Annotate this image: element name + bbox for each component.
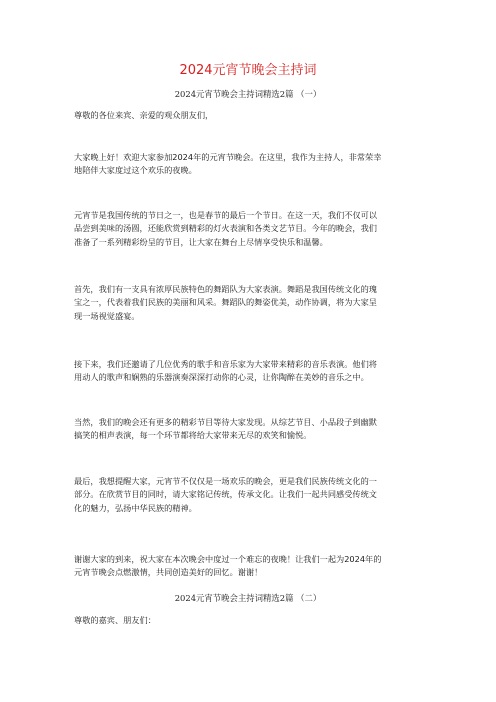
paragraph-music: [74, 358, 424, 385]
paragraph-line: 尊敬的各位来宾、亲爱的观众朋友们，: [74, 110, 214, 120]
paragraph-line: 部分。在欣赏节目的同时，请大家铭记传统，传承文化。让我们一起共同感受传统文: [74, 489, 377, 500]
paragraph-line: 搞笑的相声表演，每一个环节都将给大家带来无尽的欢笑和愉悦。: [74, 430, 312, 441]
paragraph-line: 地陪伴大家度过这个欢乐的夜晚。: [74, 165, 197, 176]
section-heading-2: 2024元宵节晚会主持词精选2篇 （二）: [174, 593, 322, 603]
paragraph-line: 接下来，我们还邀请了几位优秀的歌手和音乐家为大家带来精彩的音乐表演。他们将: [74, 359, 377, 369]
paragraph-line: 品尝到美味的汤圆，还能欣赏到精彩的灯火表演和各类文艺节目。今年的晚会，我们: [74, 223, 377, 234]
paragraph-line: 元宵节是我国传统的节日之一，也是春节的最后一个节日。在这一天，我们不仅可以: [74, 210, 377, 220]
paragraph-line: 宝之一，代表着我们民族的美丽和风采。舞蹈队的舞姿优美，动作协调，将为大家呈: [74, 297, 377, 308]
paragraph-greeting-2: [74, 614, 424, 627]
paragraph-line: 元宵节晚会点燃激情，共同创造美好的回忆。谢谢！: [74, 567, 263, 578]
paragraph-line: 准备了一系列精彩纷呈的节目，让大家在舞台上尽情享受快乐和温馨。: [74, 236, 328, 247]
paragraph-greeting: [74, 109, 424, 122]
paragraph-line: 现一场视觉盛宴。: [74, 310, 140, 321]
paragraph-closing: [74, 553, 424, 580]
paragraph-dance: [74, 283, 424, 323]
paragraph-line: 谢谢大家的到来，祝大家在本次晚会中度过一个难忘的夜晚！让我们一起为2024年的: [74, 554, 382, 564]
paragraph-line: 大家晚上好！欢迎大家参加2024年的元宵节晚会。在这里，我作为主持人，非常荣幸: [74, 152, 382, 162]
paragraph-line: 尊敬的嘉宾、朋友们：: [74, 615, 156, 625]
paragraph-line: 化的魅力，弘扬中华民族的精神。: [74, 502, 197, 513]
paragraph-line: 当然，我们的晚会还有更多的精彩节目等待大家发现。从综艺节目、小品段子到幽默: [74, 417, 377, 427]
document-title: 2024元宵节晚会主持词: [179, 63, 317, 78]
paragraph-line: 最后，我想提醒大家，元宵节不仅仅是一场欢乐的晚会，更是我们民族传统文化的一: [74, 476, 377, 486]
paragraph-line: 用动人的歌声和娴熟的乐器演奏深深打动你的心灵，让你陶醉在美妙的音乐之中。: [74, 372, 369, 383]
paragraph-festival-intro: [74, 209, 424, 249]
paragraph-more-programs: [74, 416, 424, 443]
paragraph-line: 首先，我们有一支具有浓厚民族特色的舞蹈队为大家表演。舞蹈是我国传统文化的瑰: [74, 284, 377, 294]
paragraph-tradition: [74, 475, 424, 515]
paragraph-welcome: [74, 151, 424, 178]
section-heading-1: 2024元宵节晚会主持词精选2篇 （一）: [174, 89, 322, 99]
